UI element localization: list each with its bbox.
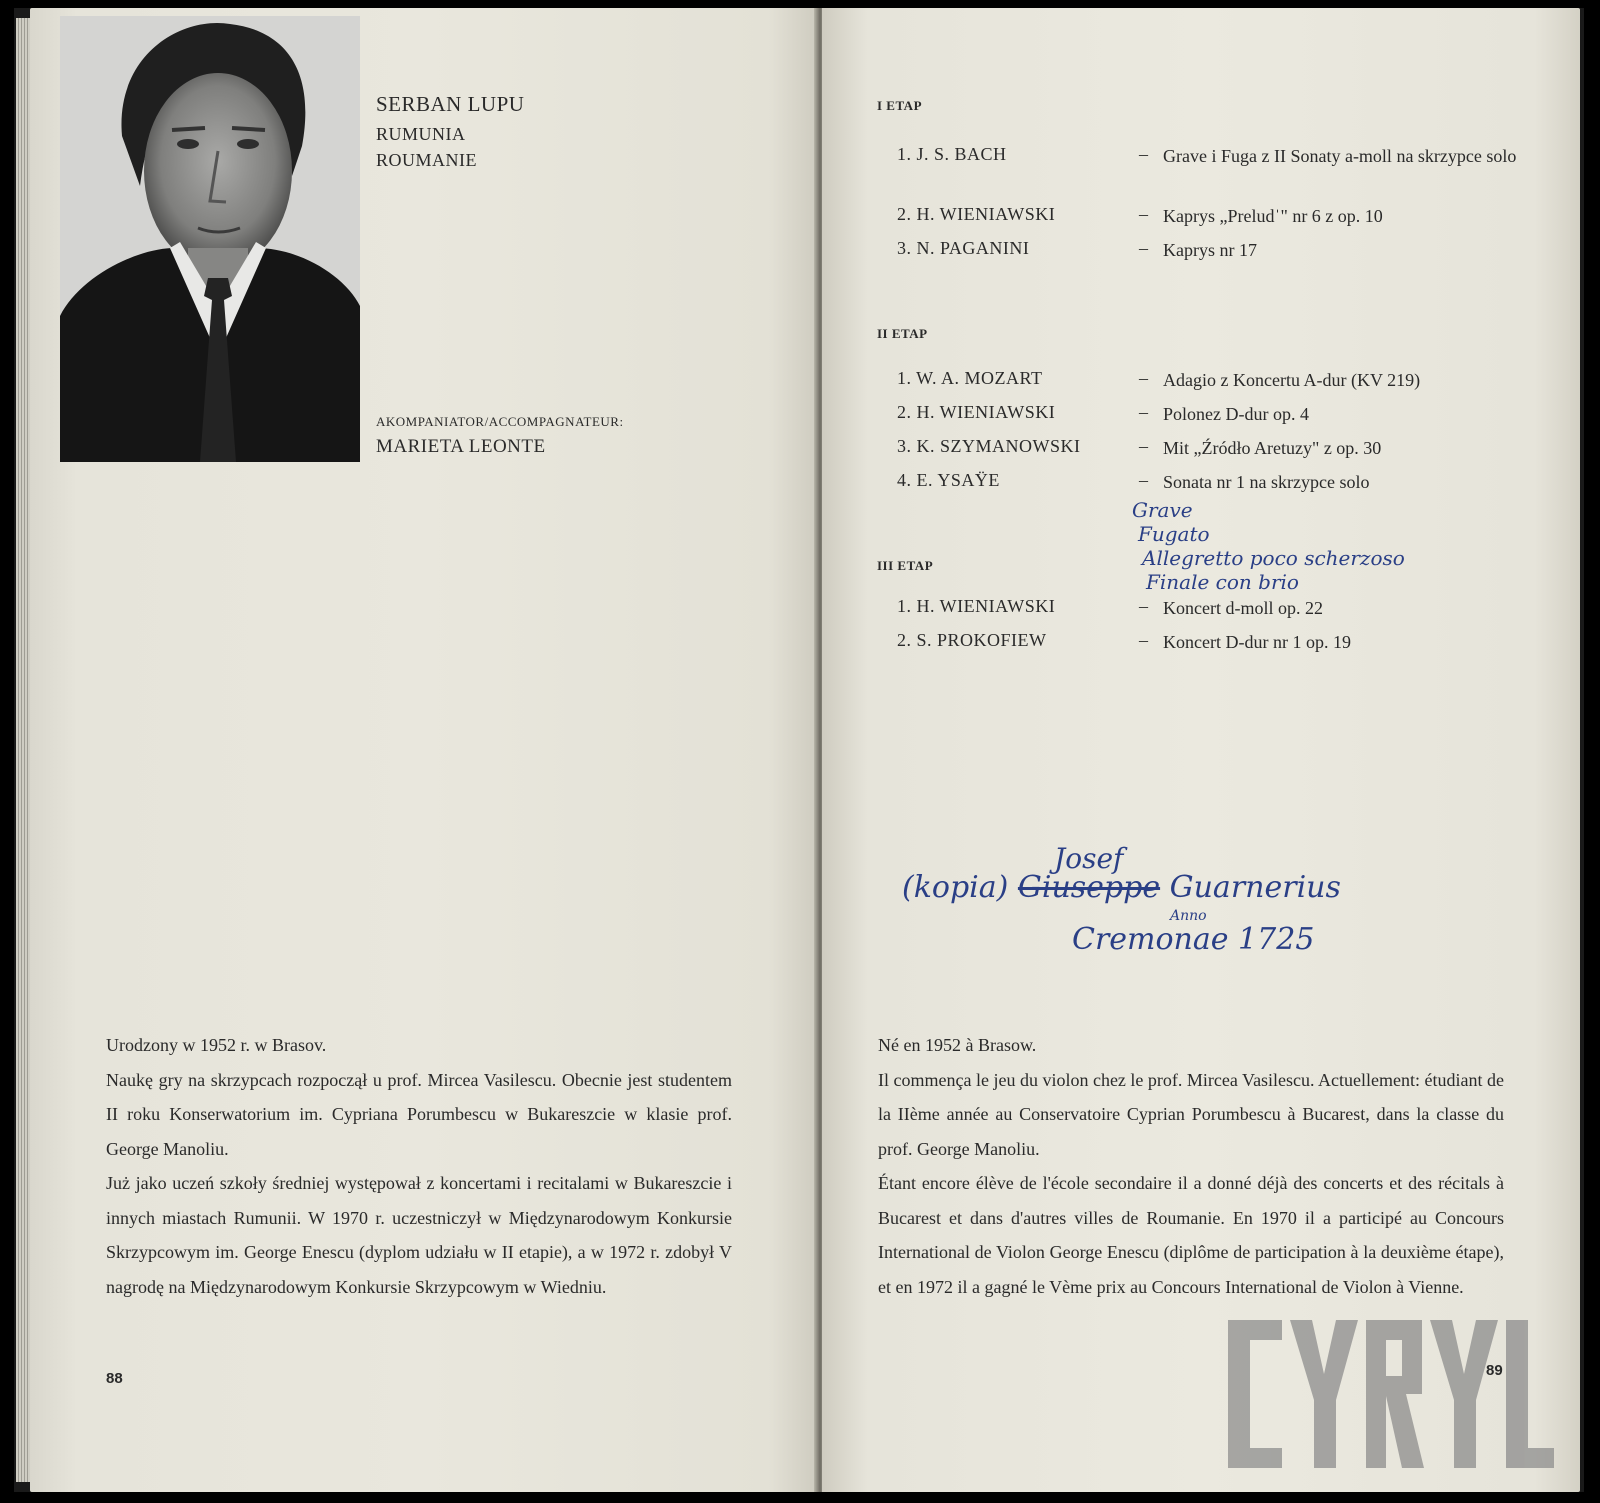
handwritten-movements xyxy=(1132,498,1405,594)
left-page xyxy=(30,8,816,1492)
handwritten-line: Fugato xyxy=(1138,522,1210,546)
bio-pl-paragraph: Już jako uczeń szkoły średniej występował z koncertami i recitalami w Bukareszcie i innych miastach Rumunii. W 1970 r. uczestniczył w Międzynarodowym Konkursie Skrzypcowym im. George Enescu (dyplom udziału w II etapie), a w 1972 r. zdobył V nagrodę na Międzynarodowym Konkursie Skrzypcowym w Wiedniu. xyxy=(106,1173,732,1297)
piece: Kaprys nr 17 xyxy=(1163,240,1257,260)
dash: – xyxy=(1139,144,1148,164)
dash: – xyxy=(1139,204,1148,224)
handwritten-line: Finale con brio xyxy=(1146,570,1299,594)
page-number-left: 88 xyxy=(106,1370,123,1387)
accompanist-label: AKOMPANIATOR/ACCOMPAGNATEUR: xyxy=(376,414,624,429)
piece: Koncert D-dur nr 1 op. 19 xyxy=(1163,632,1351,652)
piece: Koncert d-moll op. 22 xyxy=(1163,598,1323,618)
bio-fr-paragraph: Étant encore élève de l'école secondaire il a donné déjà des concerts et des récitals à Bucarest et dans d'autres villes de Roumanie. En 1970 il a participé au Concours International de Violon George Enescu (diplôme de participation à la deuxième étape), et en 1972 il a gagné le Vème prix au Concours International de Violon à Vienne. xyxy=(878,1173,1504,1297)
handwritten-struck-word: Giuseppe xyxy=(1017,870,1161,905)
bio-pl-paragraph: Naukę gry na skrzypcach rozpoczął u prof. Mircea Vasilescu. Obecnie jest studentem II roku Konserwatorium im. Cypriana Porumbescu w Bukareszcie w klasie prof. George Manoliu. xyxy=(106,1069,732,1159)
piece: Kaprys „Preludˈ" nr 6 z op. 10 xyxy=(1163,206,1383,226)
stage-list xyxy=(877,368,1517,508)
country-fr: ROUMANIE xyxy=(376,150,477,170)
piece: Grave i Fuga z II Sonaty a-moll na skrzypce solo xyxy=(1163,146,1517,166)
piece: Polonez D-dur op. 4 xyxy=(1163,404,1309,424)
cyryl-logo-icon xyxy=(1226,1314,1556,1474)
page-number-right: 89 xyxy=(1486,1362,1503,1379)
composer: 2. H. WIENIAWSKI xyxy=(897,402,1056,422)
bio-fr xyxy=(878,1028,1504,1304)
composer: 3. K. SZYMANOWSKI xyxy=(897,436,1081,456)
composer: 2. H. WIENIAWSKI xyxy=(897,204,1056,224)
handwritten-line: Allegretto poco scherzoso xyxy=(1142,546,1405,570)
dash: – xyxy=(1139,238,1148,258)
stage-title: I ETAP xyxy=(877,98,923,113)
performer-name: SERBAN LUPU xyxy=(376,92,525,116)
bio-pl-paragraph: Urodzony w 1952 r. w Brasov. xyxy=(106,1035,327,1055)
portrait-icon xyxy=(60,16,360,462)
country-pl: RUMUNIA xyxy=(376,124,466,144)
handwritten-small-word: Anno xyxy=(1170,908,1207,924)
piece: Mit „Źródło Aretuzy" z op. 30 xyxy=(1163,438,1382,458)
stage-list xyxy=(877,596,1517,666)
dash: – xyxy=(1139,368,1148,388)
piece: Adagio z Koncertu A-dur (KV 219) xyxy=(1163,370,1421,390)
stage-list xyxy=(877,144,1517,284)
composer: 3. N. PAGANINI xyxy=(897,238,1030,258)
bio-pl xyxy=(106,1028,732,1304)
accompanist-name: MARIETA LEONTE xyxy=(376,436,546,457)
handwritten-maker: Guarnerius xyxy=(1169,870,1341,905)
dash: – xyxy=(1139,596,1148,616)
handwritten-line: Grave xyxy=(1132,498,1193,522)
composer: 1. W. A. MOZART xyxy=(897,368,1043,388)
cyryl-watermark-logo xyxy=(1226,1314,1556,1474)
handwritten-prefix: (kopia) xyxy=(902,870,1009,905)
handwritten-inserted-word: Josef xyxy=(1054,842,1124,875)
stage-title: III ETAP xyxy=(877,558,934,573)
bio-fr-paragraph: Il commença le jeu du violon chez le prof. Mircea Vasilescu. Actuellement: étudiant de la IIème année au Conservatoire Cyprian Porumbescu à Bucarest, dans la classe du prof. George Manoliu. xyxy=(878,1069,1504,1159)
handwritten-instrument xyxy=(902,870,1341,905)
composer: 1. J. S. BACH xyxy=(897,144,1007,164)
piece: Sonata nr 1 na skrzypce solo xyxy=(1163,472,1370,492)
composer: 1. H. WIENIAWSKI xyxy=(897,596,1056,616)
dash: – xyxy=(1139,470,1148,490)
handwritten-place-year: Cremonae 1725 xyxy=(1072,922,1315,957)
composer: 2. S. PROKOFIEW xyxy=(897,630,1047,650)
dash: – xyxy=(1139,402,1148,422)
dash: – xyxy=(1139,630,1148,650)
right-page xyxy=(822,8,1580,1492)
book-spread xyxy=(14,8,1584,1492)
portrait-photo xyxy=(60,16,360,462)
bio-fr-paragraph: Né en 1952 à Brasow. xyxy=(878,1035,1037,1055)
stage-title: II ETAP xyxy=(877,326,928,341)
dash: – xyxy=(1139,436,1148,456)
composer: 4. E. YSAŸE xyxy=(897,470,1000,490)
